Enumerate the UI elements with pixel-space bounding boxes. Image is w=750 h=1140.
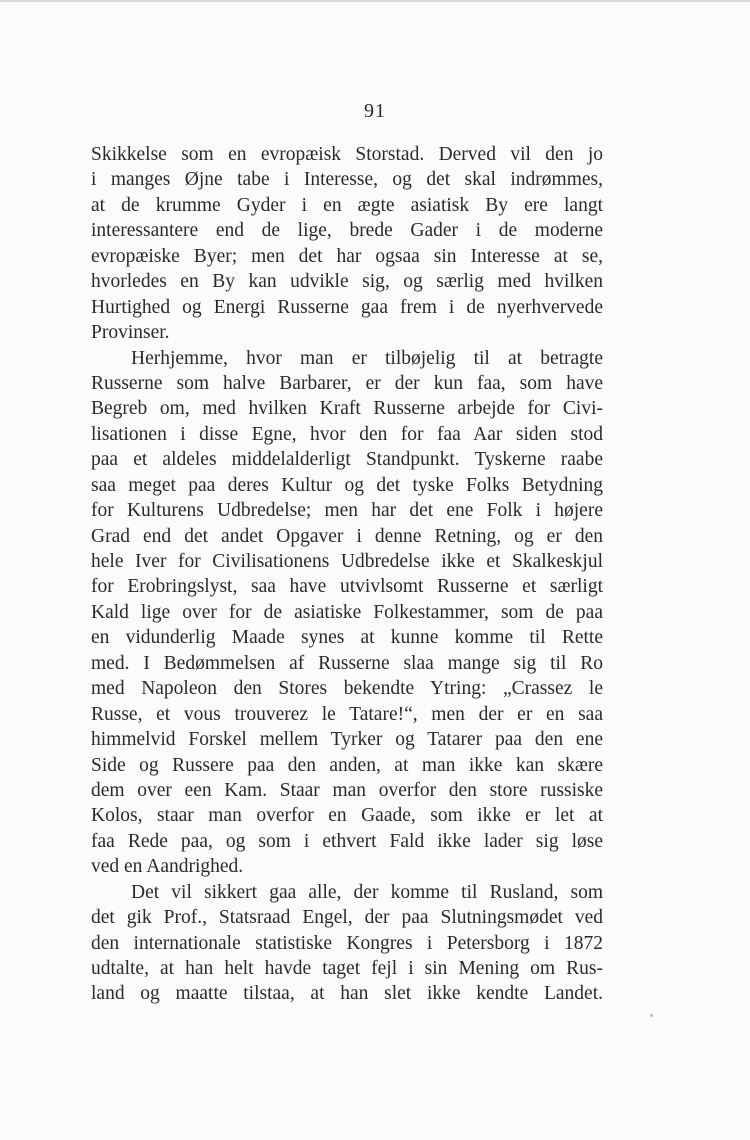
text-line: Skikkelse som en evropæisk Storstad. Derved vil den jo [91, 144, 603, 165]
text-line: ved en Aandrighed. [91, 856, 244, 878]
page-speck [650, 1014, 653, 1017]
text-line: faa Rede paa, og som i ethvert Fald ikke lader sig løse [91, 830, 603, 852]
paragraph-start: Herhjemme, hvor man er tilbøjelig til at betragte [131, 347, 603, 369]
text-line: saa meget paa deres Kultur og det tyske Folks Betydning [91, 474, 603, 496]
text-line: en vidunderlig Maade synes at kunne komme til Rette [91, 627, 603, 649]
text-line: land og maatte tilstaa, at han slet ikke kendte Landet. [91, 983, 603, 1005]
text-line: det gik Prof., Statsraad Engel, der paa Slutningsmødet ved [91, 907, 603, 929]
text-line: den internationale statistiske Kongres i Petersborg i 1872 [91, 932, 603, 954]
text-line: Provinser. [91, 322, 170, 344]
text-line: hele Iver for Civilisationens Udbredelse ikke et Skalkeskjul [91, 551, 603, 572]
text-line: Russerne som halve Barbarer, er der kun faa, som have [91, 372, 603, 394]
text-line: paa et aldeles middelalderligt Standpunkt. Tyskerne raabe [91, 449, 603, 471]
text-line: Begreb om, med hvilken Kraft Russerne arbejde for Civi- [91, 398, 603, 420]
text-line: lisationen i disse Egne, hvor den for faa Aar siden stod [91, 423, 603, 445]
text-line: i manges Øjne tabe i Interesse, og det skal indrømmes, [91, 169, 603, 191]
text-line: Russe, et vous trouverez le Tatare!“, men der er en saa [91, 703, 603, 725]
body-text [91, 142, 603, 1007]
paragraph-start: Det vil sikkert gaa alle, der komme til Rusland, som [131, 881, 603, 903]
text-line: himmelvid Forskel mellem Tyrker og Tatarer paa den ene [91, 729, 603, 751]
text-line: interessantere end de lige, brede Gader i de moderne [91, 220, 603, 242]
text-line: med Napoleon den Stores bekendte Ytring: „Crassez le [91, 678, 603, 700]
text-line: at de krumme Gyder i en ægte asiatisk By ere langt [91, 194, 603, 216]
text-line: for Kulturens Udbredelse; men har det ene Folk i højere [91, 500, 603, 522]
text-line: hvorledes en By kan udvikle sig, og særlig med hvilken [91, 271, 603, 293]
text-line: evropæiske Byer; men det har ogsaa sin Interesse at se, [91, 245, 603, 267]
page-top-edge [0, 0, 750, 2]
text-line: udtalte, at han helt havde taget fejl i sin Mening om Rus- [91, 958, 603, 979]
page-number: 91 [364, 100, 386, 122]
text-line: Side og Russere paa den anden, at man ikke kan skære [91, 754, 603, 776]
text-line: for Erobringslyst, saa have utvivlsomt Russerne et særligt [91, 576, 603, 598]
text-line: Grad end det andet Opgaver i denne Retning, og er den [91, 525, 603, 547]
text-line: dem over een Kam. Staar man overfor den store russiske [91, 779, 603, 801]
text-line: Kolos, staar man overfor en Gaade, som ikke er let at [91, 805, 603, 827]
text-line: Kald lige over for de asiatiske Folkestammer, som de paa [91, 601, 603, 623]
text-line: Hurtighed og Energi Russerne gaa frem i de nyerhvervede [91, 296, 603, 318]
text-line: med. I Bedømmelsen af Russerne slaa mange sig til Ro [91, 652, 603, 674]
